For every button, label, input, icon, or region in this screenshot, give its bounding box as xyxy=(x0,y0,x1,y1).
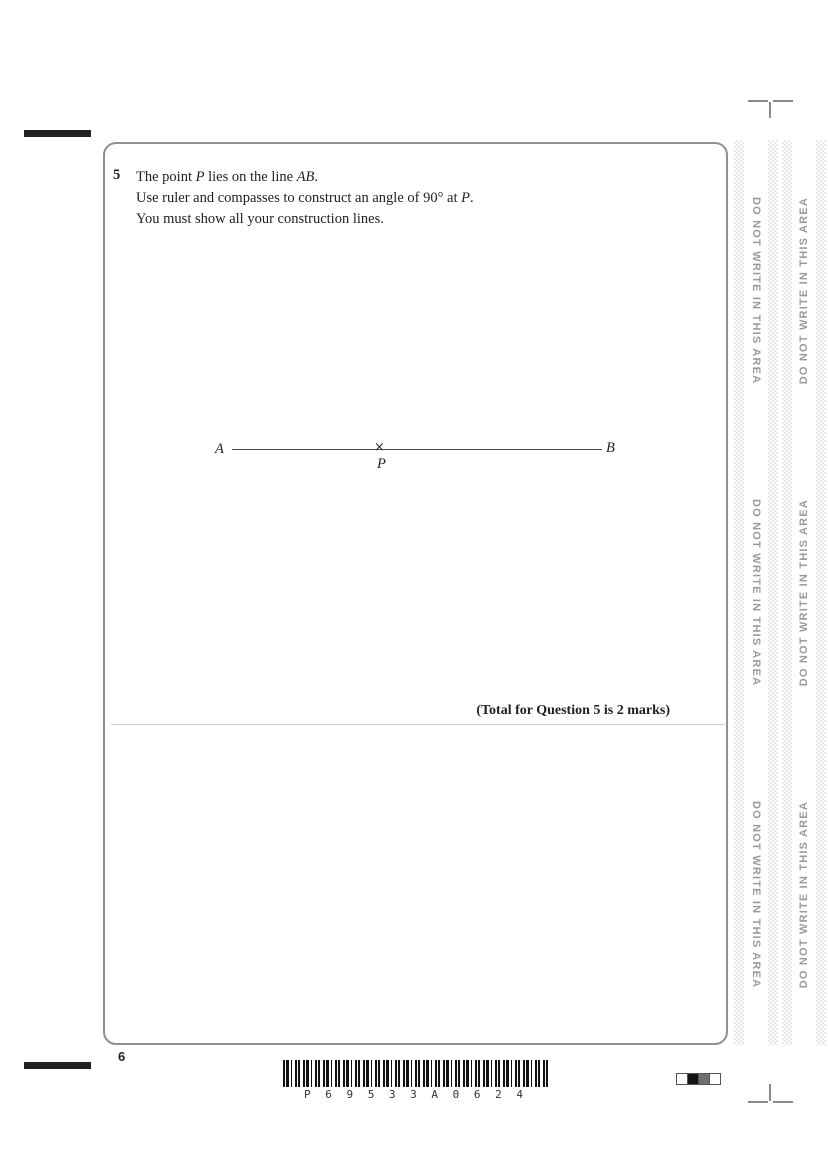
question-line-3: You must show all your construction lines. xyxy=(136,211,384,227)
question-line-2: Use ruler and compasses to construct an angle of 90° at P. xyxy=(136,190,474,206)
print-edge-bar-top-left xyxy=(24,130,91,137)
answer-area-box xyxy=(103,142,728,1045)
line-ab xyxy=(232,449,602,450)
do-not-write-strip-outer xyxy=(782,140,826,1045)
label-p: P xyxy=(377,456,386,472)
do-not-write-strip-inner xyxy=(734,140,778,1045)
total-marks-text: (Total for Question 5 is 2 marks) xyxy=(476,703,670,718)
label-a: A xyxy=(215,441,224,457)
do-not-write-text: DO NOT WRITE IN THIS AREA xyxy=(798,197,810,385)
do-not-write-text: DO NOT WRITE IN THIS AREA xyxy=(750,800,762,988)
barcode-text: P 6 9 5 3 3 A 0 6 2 4 xyxy=(303,1088,528,1101)
trim-mark-bottom-right xyxy=(748,1084,793,1104)
question-text xyxy=(136,167,474,230)
print-edge-bar-bottom-left xyxy=(24,1062,91,1069)
do-not-write-text: DO NOT WRITE IN THIS AREA xyxy=(798,498,810,687)
barcode-bars-icon xyxy=(283,1060,548,1087)
registration-square-white xyxy=(709,1073,721,1085)
question-line-1: The point P lies on the line AB. xyxy=(136,169,319,185)
registration-mark xyxy=(676,1073,720,1085)
trim-mark-top-right xyxy=(748,98,793,118)
point-p-cross-icon: × xyxy=(374,440,385,455)
total-marks-rule xyxy=(111,724,725,725)
barcode xyxy=(283,1060,548,1101)
do-not-write-text: DO NOT WRITE IN THIS AREA xyxy=(750,197,762,385)
label-b: B xyxy=(606,440,615,456)
do-not-write-text: DO NOT WRITE IN THIS AREA xyxy=(750,498,762,687)
do-not-write-text: DO NOT WRITE IN THIS AREA xyxy=(798,800,810,988)
page-number: 6 xyxy=(118,1049,126,1064)
question-number: 5 xyxy=(113,167,121,183)
